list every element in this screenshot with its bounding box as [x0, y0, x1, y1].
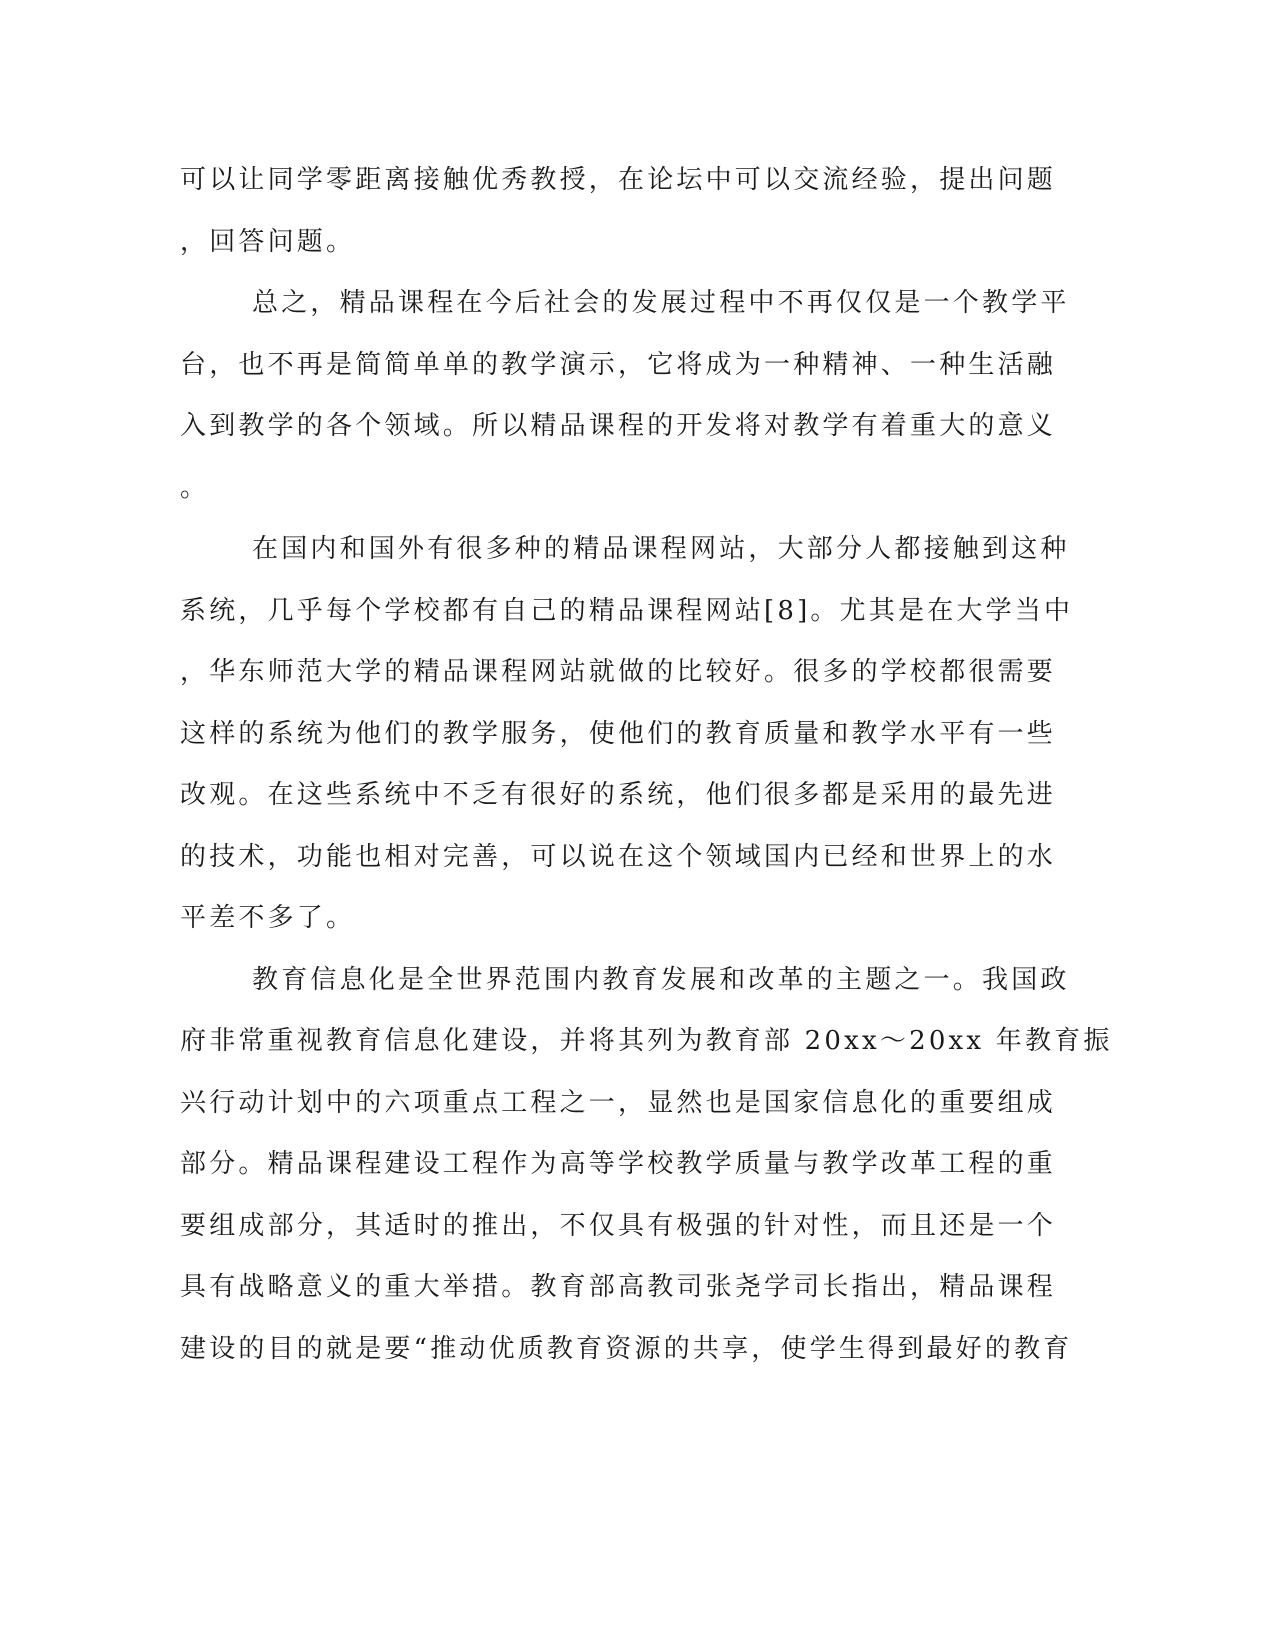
- text-line: 要组成部分，其适时的推出，不仅具有极强的针对性，而且还是一个: [180, 1210, 1057, 1241]
- text-line: 系统，几乎每个学校都有自己的精品课程网站[8]。尤其是在大学当中: [180, 595, 1074, 626]
- text-line: 台，也不再是简简单单的教学演示，它将成为一种精神、一种生活融: [180, 349, 1057, 380]
- text-line: 府非常重视教育信息化建设，并将其列为教育部 20xx～20xx 年教育振: [180, 1026, 1113, 1056]
- text-line: 入到教学的各个领域。所以精品课程的开发将对教学有着重大的意义: [180, 411, 1057, 441]
- text-line: 建设的目的就是要“推动优质教育资源的共享，使学生得到最好的教育: [180, 1333, 1073, 1364]
- text-line: 总之，精品课程在今后社会的发展过程中不再仅仅是一个教学平: [252, 288, 1070, 318]
- text-line: 这样的系统为他们的教学服务，使他们的教育质量和教学水平有一些: [180, 718, 1057, 749]
- text-line: 部分。精品课程建设工程作为高等学校教学质量与教学改革工程的重: [180, 1149, 1057, 1179]
- text-line: 在国内和国外有很多种的精品课程网站，大部分人都接触到这种: [252, 534, 1070, 564]
- text-line: 具有战略意义的重大举措。教育部高教司张尧学司长指出，精品课程: [180, 1272, 1057, 1302]
- text-line: ，华东师范大学的精品课程网站就做的比较好。很多的学校都很需要: [180, 657, 1057, 687]
- text-line: 改观。在这些系统中不乏有很好的系统，他们很多都是采用的最先进: [180, 780, 1057, 810]
- text-line: ，回答问题。: [180, 226, 356, 257]
- text-line: 。: [180, 472, 210, 503]
- document-page: [180, 150, 1113, 1380]
- text-line: 平差不多了。: [180, 903, 356, 933]
- text-line: 可以让同学零距离接触优秀教授，在论坛中可以交流经验，提出问题: [180, 165, 1057, 195]
- text-line: 兴行动计划中的六项重点工程之一，显然也是国家信息化的重要组成: [180, 1087, 1057, 1118]
- text-line: 教育信息化是全世界范围内教育发展和改革的主题之一。我国政: [252, 964, 1070, 995]
- text-line: 的技术，功能也相对完善，可以说在这个领域国内已经和世界上的水: [180, 841, 1057, 872]
